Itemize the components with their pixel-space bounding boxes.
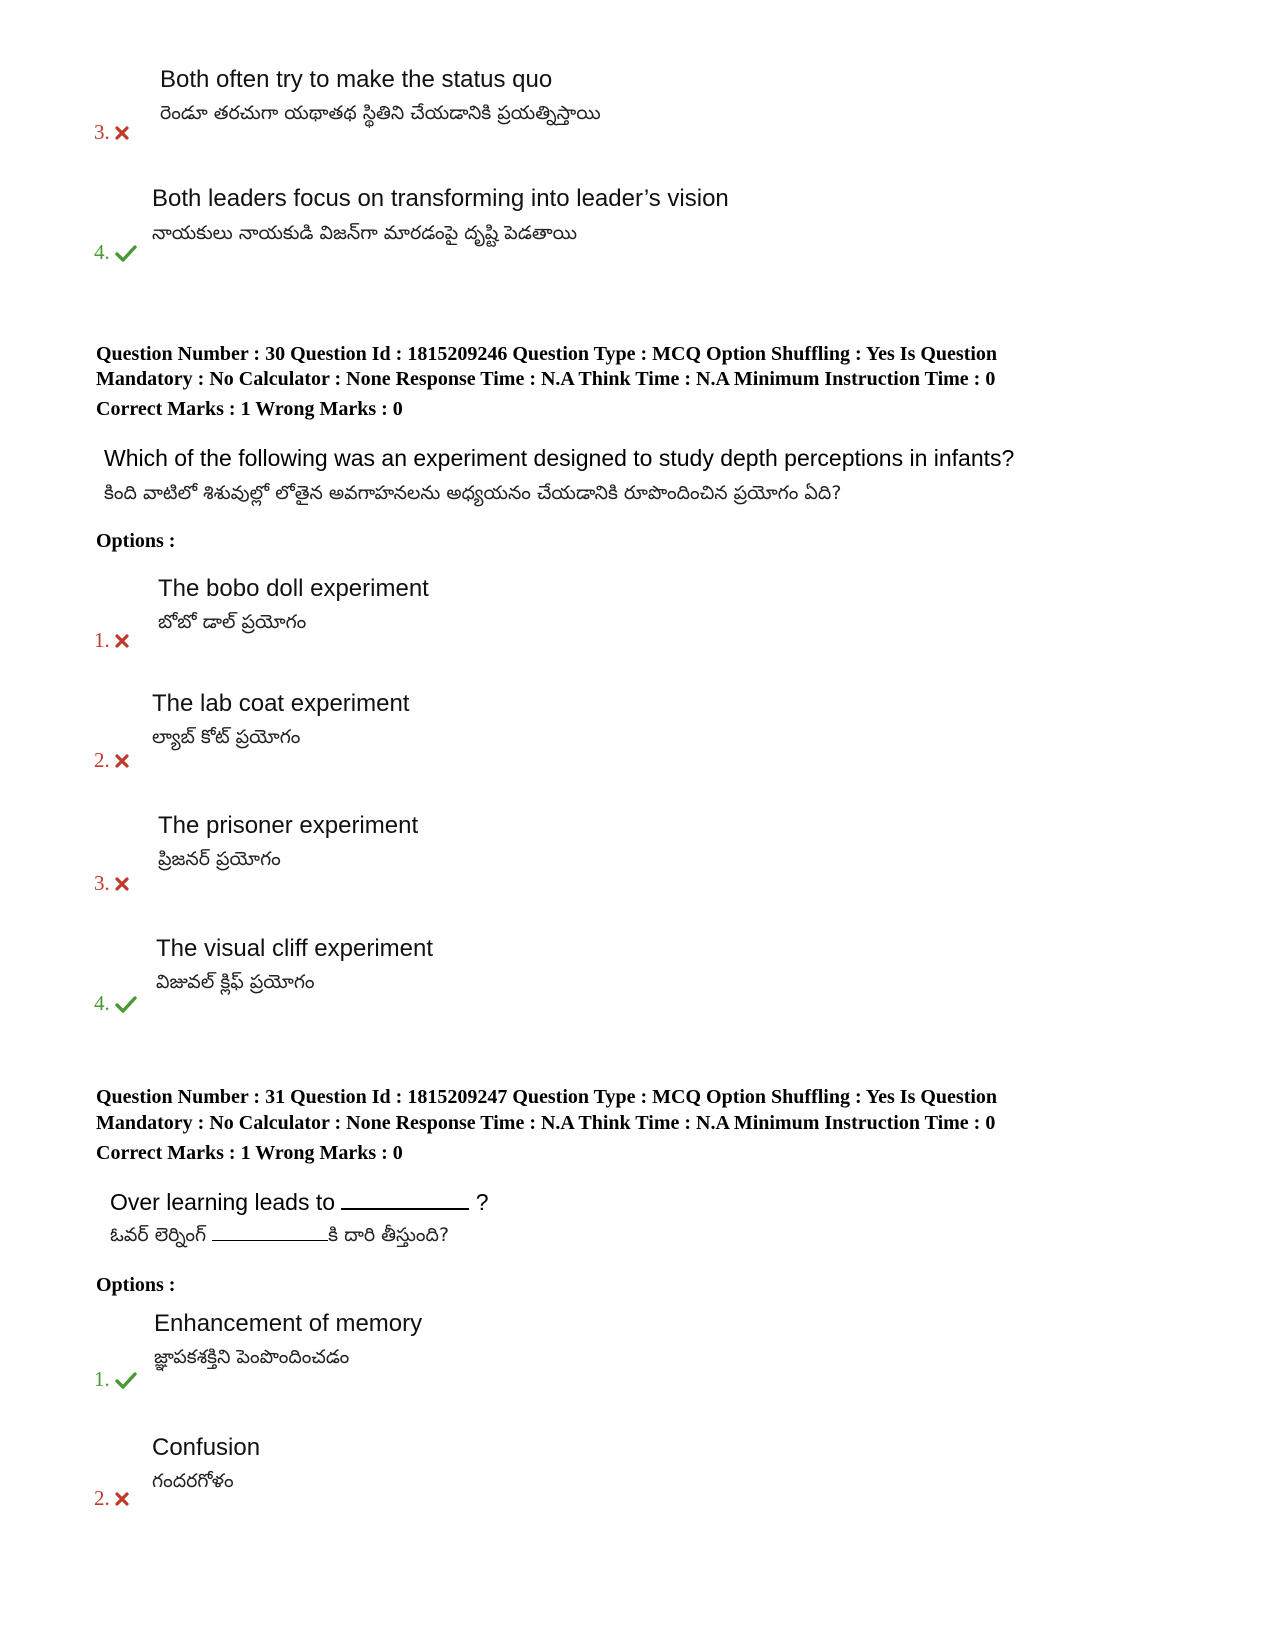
q31-telugu-before-blank: ఓవర్ లెర్నింగ్ bbox=[110, 1224, 207, 1246]
q31-question-before-blank: Over learning leads to bbox=[110, 1189, 336, 1215]
q31-option-1-marker bbox=[94, 1367, 137, 1394]
option-number: 4. bbox=[94, 240, 110, 264]
cross-icon bbox=[115, 877, 129, 896]
q29-option-4-text: Both leaders focus on transforming into leader’s vision bbox=[152, 185, 729, 212]
q30-option-2-marker bbox=[94, 748, 129, 773]
q31-marks: Correct Marks : 1 Wrong Marks : 0 bbox=[96, 1142, 403, 1164]
q31-meta-line-1: Question Number : 31 Question Id : 1815209247 Question Type : MCQ Option Shuffling : Yes Is Question bbox=[96, 1086, 998, 1108]
q30-question-telugu: కింది వాటిలో శిశువుల్లో లోతైన అవగాహనలను అధ్యయనం చేయడానికి రూపొందించిన ప్రయోగం ఏది? bbox=[104, 482, 842, 504]
cross-icon bbox=[115, 126, 129, 145]
q30-option-4-marker bbox=[94, 991, 137, 1018]
q30-question-text: Which of the following was an experiment designed to study depth perceptions in infants? bbox=[104, 445, 1015, 471]
check-icon bbox=[115, 995, 137, 1018]
q30-option-1-telugu: బోబో డాల్ ప్రయోగం bbox=[158, 611, 307, 633]
q30-option-4-telugu: విజువల్ క్లిఫ్ ప్రయోగం bbox=[156, 971, 315, 993]
option-number: 2. bbox=[94, 1486, 110, 1510]
q30-option-1-marker bbox=[94, 628, 129, 653]
q29-option-3-telugu: రెండూ తరచుగా యథాతథ స్థితిని చేయడానికి ప్రయత్నిస్తాయి bbox=[160, 102, 601, 124]
option-number: 3. bbox=[94, 871, 110, 895]
check-icon bbox=[115, 1371, 137, 1394]
answer-blank bbox=[212, 1224, 328, 1241]
option-number: 4. bbox=[94, 991, 110, 1015]
q30-meta-line-2: Mandatory : No Calculator : None Response Time : N.A Think Time : N.A Minimum Instruction Time : 0 bbox=[96, 368, 996, 390]
q31-option-2-text: Confusion bbox=[152, 1434, 261, 1461]
q30-marks: Correct Marks : 1 Wrong Marks : 0 bbox=[96, 398, 403, 420]
q31-option-1-text: Enhancement of memory bbox=[154, 1310, 423, 1337]
q30-option-3-telugu: ప్రిజనర్ ప్రయోగం bbox=[158, 848, 281, 870]
q30-option-1-text: The bobo doll experiment bbox=[158, 575, 429, 602]
q30-option-3-text: The prisoner experiment bbox=[158, 812, 419, 839]
q30-option-2-text: The lab coat experiment bbox=[152, 690, 410, 717]
q31-meta-line-2: Mandatory : No Calculator : None Response Time : N.A Think Time : N.A Minimum Instruction Time : 0 bbox=[96, 1112, 996, 1134]
cross-icon bbox=[115, 634, 129, 653]
q31-option-2-telugu: గందరగోళం bbox=[152, 1470, 234, 1492]
q31-option-2-marker bbox=[94, 1486, 129, 1511]
q31-question-after-blank: ? bbox=[475, 1189, 489, 1215]
cross-icon bbox=[115, 1492, 129, 1511]
q30-options-label: Options : bbox=[96, 530, 176, 552]
q30-option-2-telugu: ల్యాబ్ కోట్ ప్రయోగం bbox=[152, 726, 301, 748]
q31-options-label: Options : bbox=[96, 1274, 176, 1296]
q29-option-3-marker bbox=[94, 120, 129, 145]
cross-icon bbox=[115, 754, 129, 773]
q30-option-4-text: The visual cliff experiment bbox=[156, 935, 434, 962]
q31-question-text bbox=[110, 1188, 489, 1216]
option-number: 3. bbox=[94, 120, 110, 144]
check-icon bbox=[115, 244, 137, 267]
q31-question-telugu bbox=[110, 1224, 449, 1251]
q29-option-3-text: Both often try to make the status quo bbox=[160, 66, 553, 93]
option-number: 2. bbox=[94, 748, 110, 772]
option-number: 1. bbox=[94, 1367, 110, 1391]
q30-meta-line-1: Question Number : 30 Question Id : 1815209246 Question Type : MCQ Option Shuffling : Yes Is Question bbox=[96, 343, 998, 365]
q29-option-4-marker bbox=[94, 240, 137, 267]
answer-blank bbox=[341, 1188, 469, 1210]
q30-option-3-marker bbox=[94, 871, 129, 896]
option-number: 1. bbox=[94, 628, 110, 652]
q31-telugu-after-blank: కి దారి తీస్తుంది? bbox=[328, 1224, 450, 1246]
q31-option-1-telugu: జ్ఞాపకశక్తిని పెంపొందించడం bbox=[154, 1346, 350, 1368]
q29-option-4-telugu: నాయకులు నాయకుడి విజన్‌గా మారడంపై దృష్టి పెడతాయి bbox=[152, 222, 578, 244]
